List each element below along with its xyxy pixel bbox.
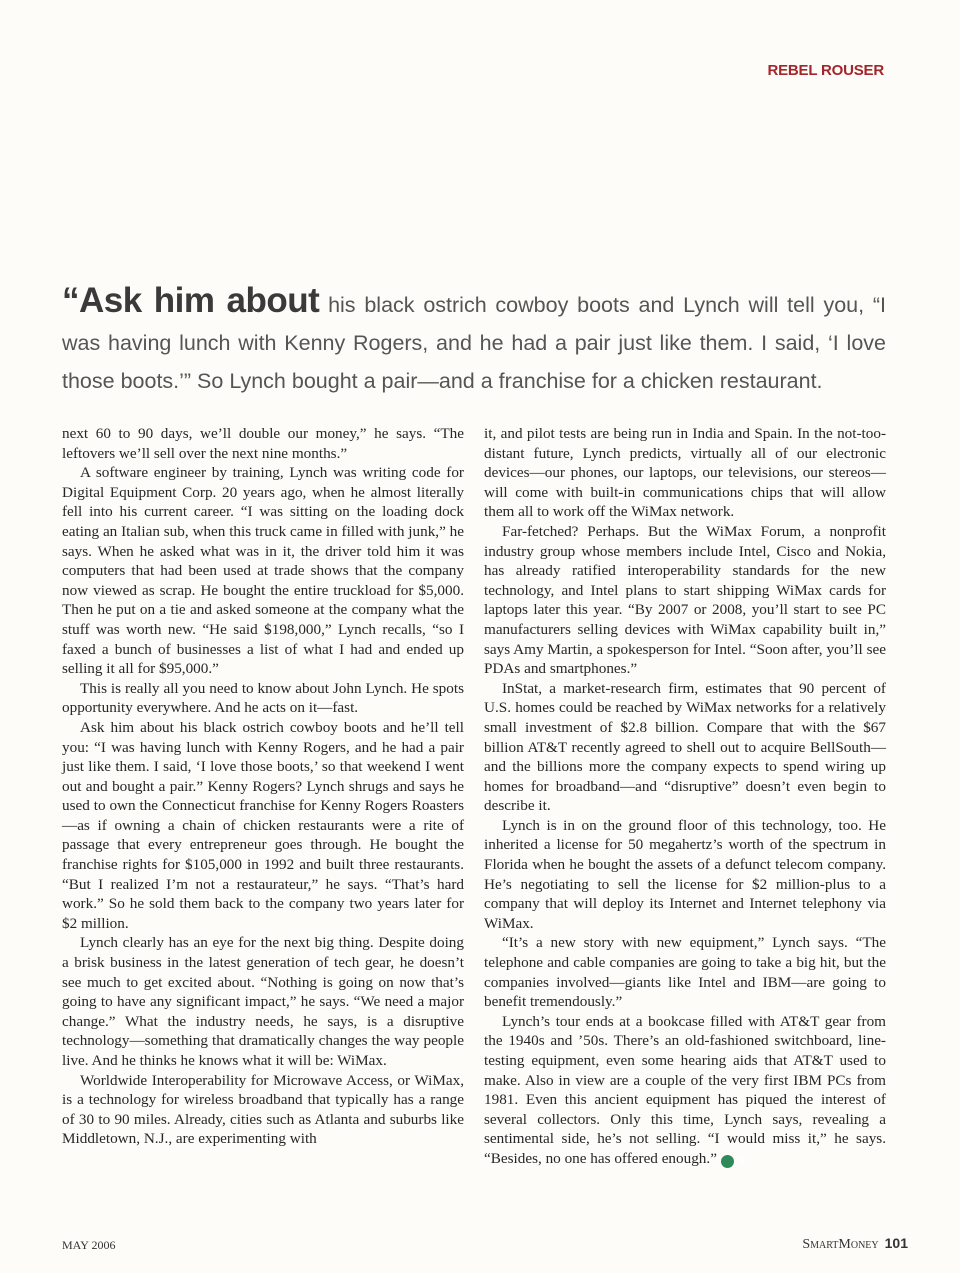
paragraph: Ask him about his black ostrich cowboy boots and he’ll tell you: “I was having lunch with Kenny Rogers, and he had a pair just like them. I said, ‘I love those boots,’ so that weekend I went out and bought a pair.” Kenny Rogers? Lynch shrugs and says he used to own the Connecticut franchise for Kenny Rogers Roasters—as if owning a chain of chicken restaurants were a rite of passage that every entrepreneur goes through. He bought the franchise rights for $105,000 in 1992 and built three restaurants. “But I realized I’m not a restaurateur,” he says. “That’s hard work.” So he sold them back to the company two years later for $2 million. — [62, 718, 464, 932]
pull-quote-lead: “Ask him about — [62, 281, 320, 320]
paragraph: A software engineer by training, Lynch was writing code for Digital Equipment Corp. 20 years ago, when he almost literally fell into his current career. “I was sitting on the loading dock eating an Italian sub, when this truck came in filled with junk,” he says. When he asked what was in it, the driver told him it was computers that had been used at trade shows that the company now viewed as scrap. He bought the entire truckload for $5,000. Then he put on a tie and asked someone at the company what the stuff was worth new. “He said $198,000,” Lynch recalls, “so I faxed a bunch of businesses a list of what I had and ended up selling it all for $95,000.” — [62, 464, 464, 678]
paragraph: This is really all you need to know about John Lynch. He spots opportunity everywhere. And he acts on it—fast. — [62, 679, 464, 717]
paragraph-text: Lynch’s tour ends at a bookcase filled with AT&T gear from the 1940s and ’50s. There’s an old-fashioned switchboard, line-testing equipment, even some hearing aids that AT&T used to make. Also in view are a couple of the very first IBM PCs from 1981. Even this ancient equipment has piqued the interest of several collectors. Only this time, Lynch says, revealing a sentimental side, he’s not selling. “I would miss it,” he says. “Besides, no one has offered enough.” — [484, 1012, 886, 1167]
footer-folio — [802, 1235, 908, 1253]
page-number: 101 — [884, 1235, 908, 1251]
section-label: REBEL ROUSER — [767, 62, 884, 79]
paragraph: Lynch clearly has an eye for the next big thing. Despite doing a brisk business in the latest generation of tech gear, he doesn’t see much to get excited about. “Nothing is going on now that’s going to have any significant impact,” he says. “We need a major change.” What the industry needs, he says, is a disruptive technology—something that dramatically changes the way people live. And he thinks he knows what it will be: WiMax. — [62, 934, 464, 1069]
end-mark-icon: S — [721, 1155, 734, 1168]
paragraph: InStat, a market-research firm, estimates that 90 percent of U.S. homes could be reached by WiMax networks for a relatively small investment of $2.8 billion. Compare that with the $67 billion AT&T recently agreed to shell out to acquire BellSouth—and the billions more the company expects to spend wiring up homes for broadband—and “disruptive” doesn’t even begin to describe it. — [484, 679, 886, 815]
paragraph: Lynch is in on the ground floor of this technology, too. He inherited a license for 50 megahertz’s worth of the spectrum in Florida when he bought the assets of a defunct telecom company. He’s negotiating to sell the license for $2 million-plus to a company that will deploy its Internet and Internet telephony via WiMax. — [484, 816, 886, 932]
pull-quote-text: his black ostrich cowboy boots and Lynch will tell you, “I was having lunch with Kenny Rogers, and he had a pair just like them. I said, ‘I love those boots.’” So Lynch bought a pair—and a franchise for a chicken restaurant. — [62, 293, 887, 393]
paragraph: “It’s a new story with new equipment,” Lynch says. “The telephone and cable companies are going to take a big hit, but the companies involved—giants like Intel and IBM—are going to benefit tremendously.” — [484, 934, 886, 1011]
magazine-name: SmartMoney — [802, 1237, 879, 1252]
paragraph: it, and pilot tests are being run in India and Spain. In the not-too-distant future, Lynch predicts, virtually all of our electronic devices—our phones, our laptops, our televisions, our stereos—will come with built-in communications chips that will allow them all to work off the WiMax network. — [484, 425, 886, 521]
paragraph: Worldwide Interoperability for Microwave Access, or WiMax, is a technology for wireless broadband that typically has a range of 30 to 90 miles. Already, cities such as Atlanta and suburbs like Middletown, N.J., are experimenting with — [62, 1071, 464, 1148]
paragraph: Far-fetched? Perhaps. But the WiMax Forum, a nonprofit industry group whose members include Intel, Cisco and Nokia, has already ratified interoperability standards for the new technology, and Intel plans to start shipping WiMax cards for laptops later this year. “By 2007 or 2008, you’ll start to see PC manufacturers selling devices with WiMax capability built in,” says Amy Martin, a spokesperson for Intel. “Soon after, you’ll see PDAs and smartphones.” — [484, 522, 886, 678]
footer-date: MAY 2006 — [62, 1238, 116, 1252]
paragraph: next 60 to 90 days, we’ll double our money,” he says. “The leftovers we’ll sell over the next nine months.” — [62, 425, 464, 462]
left-column — [62, 424, 464, 1149]
pull-quote — [62, 282, 886, 400]
right-column — [484, 424, 886, 1169]
paragraph — [484, 1012, 886, 1169]
